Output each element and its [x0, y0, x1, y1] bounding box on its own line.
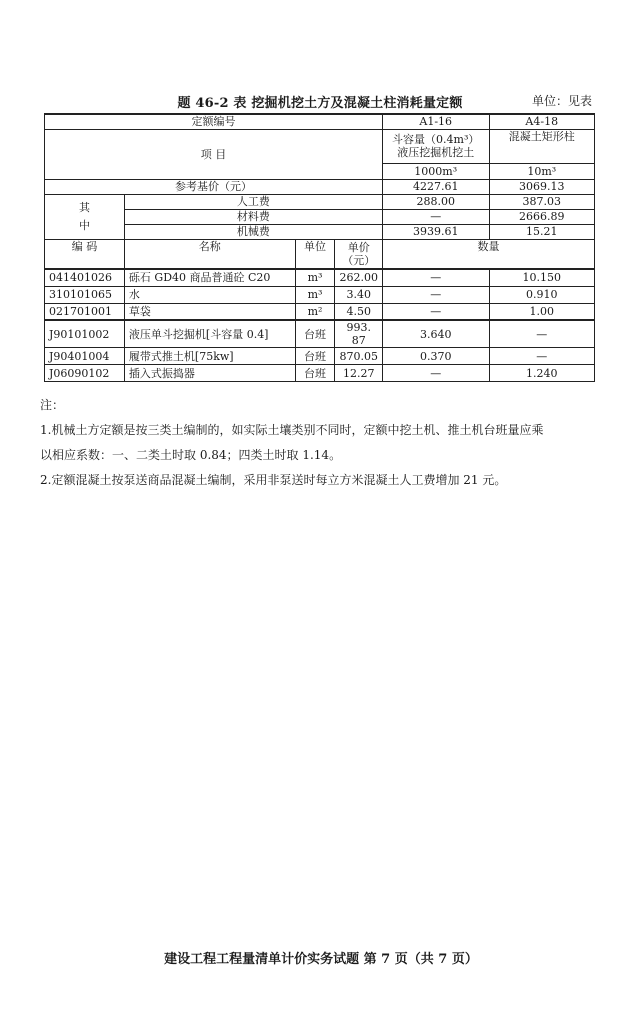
row-price: 12.27	[335, 365, 383, 382]
table-row	[45, 303, 595, 320]
table-row	[45, 348, 595, 365]
unit-note: 单位：见表	[531, 94, 592, 108]
row-qty-b: 10.150	[489, 269, 595, 286]
row-qty-a: —	[382, 303, 489, 320]
row-name: 草袋	[124, 303, 295, 320]
row-unit: 台班	[295, 348, 335, 365]
row-machine	[45, 224, 595, 239]
row-unit: m³	[295, 269, 335, 286]
table-row	[45, 320, 595, 348]
base-price-a: 4227.61	[382, 179, 489, 194]
base-price-label: 参考基价（元）	[45, 179, 383, 194]
row-quota-no	[45, 114, 595, 129]
row-price: 4.50	[335, 303, 383, 320]
table-row	[45, 269, 595, 286]
hdr-qty: 数量	[382, 239, 594, 269]
row-code: J90401004	[45, 348, 125, 365]
row-labor	[45, 194, 595, 209]
row-qty-a: 3.640	[382, 320, 489, 348]
machine-a: 3939.61	[382, 224, 489, 239]
row-qty-a: —	[382, 269, 489, 286]
col-b-code: A4-18	[489, 114, 595, 129]
note-1-line-2: 以相应系数：一、二类土时取 0.84；四类土时取 1.14。	[40, 448, 342, 462]
notes	[40, 393, 600, 493]
note-1-line-1: 1.机械土方定额是按三类土编制的，如实际土壤类别不同时，定额中挖土机、推土机台班量应乘	[40, 423, 544, 437]
row-price: 3.40	[335, 286, 383, 303]
row-unit: m²	[295, 303, 335, 320]
row-code: 041401026	[45, 269, 125, 286]
col-b-name: 混凝土矩形柱	[489, 129, 595, 163]
labor-b: 387.03	[489, 194, 595, 209]
row-qty-b: 0.910	[489, 286, 595, 303]
col-b-unit: 10m³	[489, 163, 595, 179]
machine-label: 机械费	[124, 224, 382, 239]
row-price: 262.00	[335, 269, 383, 286]
col-a-unit: 1000m³	[382, 163, 489, 179]
row-qty-a: 0.370	[382, 348, 489, 365]
table-row	[45, 365, 595, 382]
row-code: J06090102	[45, 365, 125, 382]
page-footer: 建设工程工程量清单计价实务试题 第 7 页（共 7 页）	[164, 952, 478, 967]
note-2: 2.定额混凝土按泵送商品混凝土编制，采用非泵送时每立方米混凝土人工费增加 21 元。	[40, 473, 507, 487]
row-item-name	[45, 129, 595, 163]
notes-label: 注：	[40, 398, 65, 412]
row-price: 993. 87	[335, 320, 383, 348]
row-unit: m³	[295, 286, 335, 303]
row-name: 水	[124, 286, 295, 303]
hdr-unit: 单位	[295, 239, 335, 269]
col-a-name: 斗容量（0.4m³）液压挖掘机挖土	[382, 129, 489, 163]
row-qty-a: —	[382, 365, 489, 382]
row-qty-b: 1.00	[489, 303, 595, 320]
row-name: 履带式推土机[75kw]	[124, 348, 295, 365]
quota-no-label: 定额编号	[45, 114, 383, 129]
row-qty-a: —	[382, 286, 489, 303]
row-code: J90101002	[45, 320, 125, 348]
table-row	[45, 286, 595, 303]
material-b: 2666.89	[489, 209, 595, 224]
hdr-price: 单价（元）	[335, 239, 383, 269]
row-code: 310101065	[45, 286, 125, 303]
material-label: 材料费	[124, 209, 382, 224]
labor-a: 288.00	[382, 194, 489, 209]
labor-label: 人工费	[124, 194, 382, 209]
machine-b: 15.21	[489, 224, 595, 239]
hdr-name: 名称	[124, 239, 295, 269]
row-unit: 台班	[295, 320, 335, 348]
quota-table	[44, 113, 595, 382]
row-qty-b: —	[489, 348, 595, 365]
row-name: 插入式振捣器	[124, 365, 295, 382]
among-label: 其 中	[45, 194, 125, 239]
row-material	[45, 209, 595, 224]
row-qty-b: —	[489, 320, 595, 348]
row-price: 870.05	[335, 348, 383, 365]
hdr-code: 编 码	[45, 239, 125, 269]
row-unit: 台班	[295, 365, 335, 382]
base-price-b: 3069.13	[489, 179, 595, 194]
row-code: 021701001	[45, 303, 125, 320]
item-label: 项 目	[45, 129, 383, 179]
material-a: —	[382, 209, 489, 224]
row-base-price	[45, 179, 595, 194]
row-name: 液压单斗挖掘机[斗容量 0.4]	[124, 320, 295, 348]
row-name: 砾石 GD40 商品普通砼 C20	[124, 269, 295, 286]
col-a-code: A1-16	[382, 114, 489, 129]
title-row	[40, 92, 600, 110]
row-qty-b: 1.240	[489, 365, 595, 382]
row-detail-header	[45, 239, 595, 269]
page-title: 题 46-2 表 挖掘机挖土方及混凝土柱消耗量定额	[177, 96, 463, 111]
